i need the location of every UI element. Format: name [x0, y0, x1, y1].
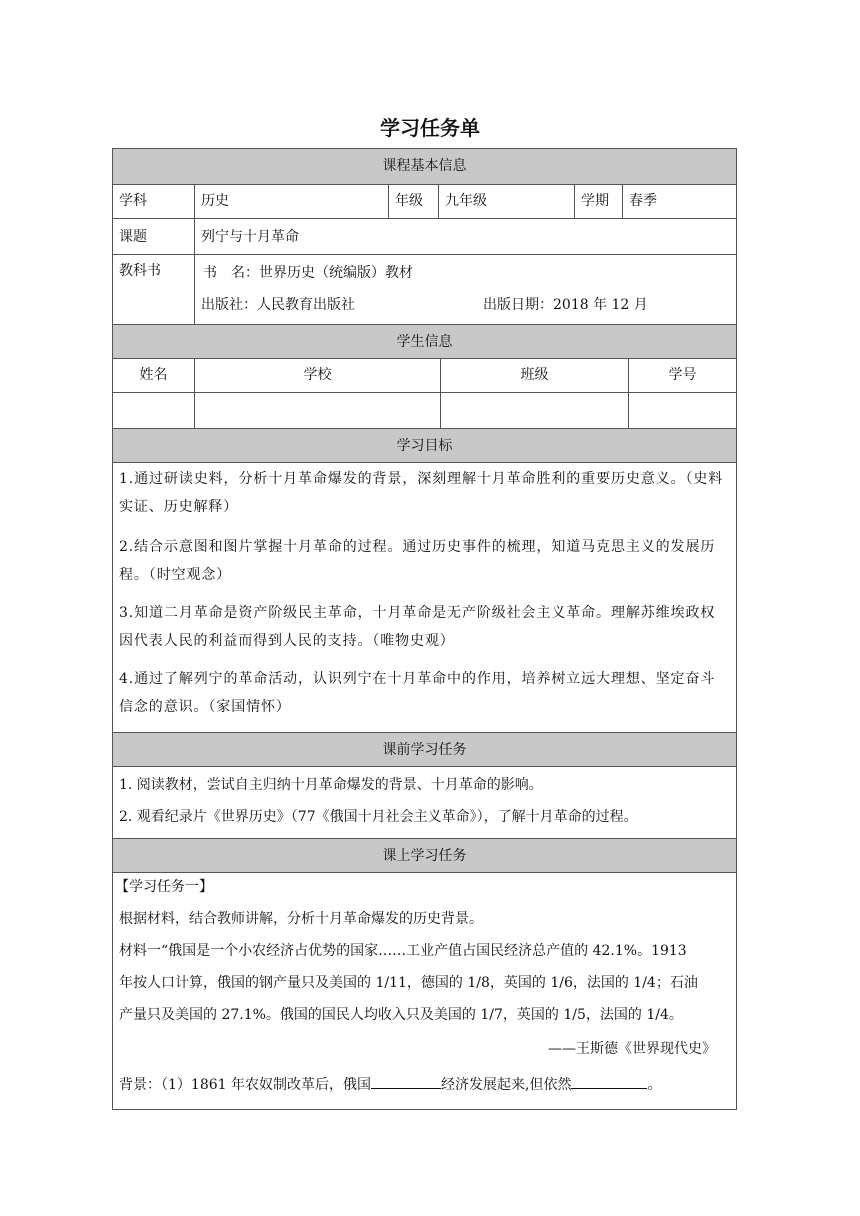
pre-class-header	[113, 733, 736, 767]
subject-value: 历史	[195, 185, 389, 218]
objectives-header	[113, 429, 736, 463]
grade-value: 九年级	[439, 185, 575, 218]
task-sheet-table	[112, 148, 737, 1110]
topic-row	[113, 219, 736, 255]
student-school-field[interactable]	[195, 393, 441, 428]
objective-item-3: 3.知道二月革命是资产阶级民主革命，十月革命是无产阶级社会主义革命。理解苏维埃政权因代表人民的利益而得到人民的支持。（唯物史观）	[119, 605, 716, 649]
background-middle: 经济发展起来,但依然	[441, 1077, 572, 1093]
student-info-header	[113, 325, 736, 359]
material-line-1: 材料一“俄国是一个小农经济占优势的国家……工业产值占国民经济总产值的 42.1%。1913	[119, 943, 687, 959]
course-info-header	[113, 149, 736, 185]
pre-class-item-1: 1. 阅读教材，尝试自主归纳十月革命爆发的背景、十月革命的影响。	[119, 777, 543, 793]
textbook-label: 教科书	[113, 255, 195, 324]
student-col-school: 学校	[195, 359, 441, 392]
textbook-row	[113, 255, 736, 325]
term-label: 学期	[575, 185, 623, 218]
objective-item-4: 4.通过了解列宁的革命活动，认识列宁在十月革命中的作用，培养树立远大理想、坚定奋斗信念的意识。（家国情怀）	[119, 671, 716, 715]
in-class-header-text: 课上学习任务	[382, 848, 467, 864]
student-col-name: 姓名	[113, 359, 195, 392]
in-class-body	[113, 873, 736, 1109]
topic-label: 课题	[113, 219, 195, 254]
page-title: 学习任务单	[380, 116, 480, 140]
objective-item-2: 2.结合示意图和图片掌握十月革命的过程。通过历史事件的梳理，知道马克思主义的发展历程。（时空观念）	[119, 539, 716, 583]
student-class-field[interactable]	[441, 393, 629, 428]
student-id-field[interactable]	[629, 393, 736, 428]
subject-label: 学科	[113, 185, 195, 218]
material-line-3: 产量只及美国的 27.1%。俄国的国民人均收入只及美国的 1/7，英国的 1/5，法国的 1/4。	[119, 1007, 683, 1023]
background-suffix: 。	[647, 1077, 662, 1093]
term-value: 春季	[629, 193, 657, 209]
textbook-publisher: 出版社：人民教育出版社	[201, 297, 355, 313]
objectives-body	[113, 463, 736, 733]
student-input-row	[113, 393, 736, 429]
student-name-field[interactable]	[113, 393, 195, 428]
grade-label: 年级	[389, 185, 439, 218]
pre-class-body	[113, 767, 736, 839]
student-col-id: 学号	[668, 367, 697, 383]
pre-class-header-text: 课前学习任务	[382, 742, 467, 758]
background-question	[119, 1071, 728, 1099]
material-line-2: 年按人口计算，俄国的钢产量只及美国的 1/11，德国的 1/8，英国的 1/6，法国的 1/4；石油	[119, 975, 698, 991]
material-source: ——王斯德《世界现代史》	[548, 1041, 716, 1057]
objectives-header-text: 学习目标	[396, 438, 453, 454]
pre-class-item-2: 2. 观看纪录片《世界历史》（77《俄国十月社会主义革命》），了解十月革命的过程。	[119, 809, 638, 825]
task-instruction: 根据材料，结合教师讲解，分析十月革命爆发的历史背景。	[119, 911, 483, 927]
student-columns-row	[113, 359, 736, 393]
objective-item-1: 1.通过研读史料，分析十月革命爆发的背景，深刻理解十月革命胜利的重要历史意义。（史料实证、历史解释）	[119, 471, 724, 515]
student-col-class: 班级	[441, 359, 629, 392]
course-info-header-text: 课程基本信息	[382, 158, 467, 174]
topic-value: 列宁与十月革命	[201, 229, 299, 245]
task-one-title: 【学习任务一】	[115, 879, 213, 895]
background-prefix: 背景：（1）1861 年农奴制改革后，俄国	[119, 1077, 371, 1093]
student-info-header-text: 学生信息	[396, 334, 453, 350]
in-class-header	[113, 839, 736, 873]
textbook-name: 书 名：世界历史（统编版）教材	[203, 265, 413, 281]
textbook-detail	[195, 255, 736, 324]
blank-still-state[interactable]	[571, 1074, 647, 1089]
textbook-pub-date: 出版日期：2018 年 12 月	[483, 297, 648, 313]
subject-row	[113, 185, 736, 219]
blank-economy-type[interactable]	[371, 1074, 441, 1089]
